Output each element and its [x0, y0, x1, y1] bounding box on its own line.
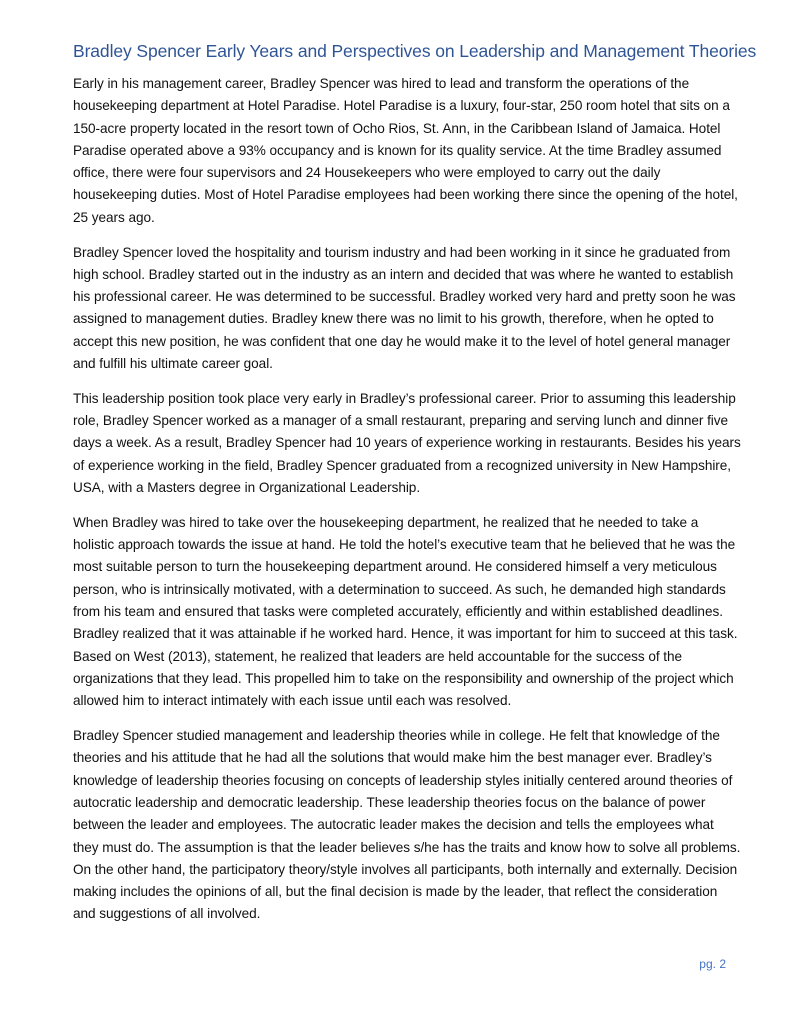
paragraph-5: Bradley Spencer studied management and leadership theories while in college. He felt that knowledge of the theories and his attitude that he had all the solutions that would make him the best manager ever. Bradley’s knowledge of leadership theories focusing on concepts of leadership styles initially centered around theories of autocratic leadership and democratic leadership. These leadership theories focus on the balance of power between the leader and employees. The autocratic leader makes the decision and tells the employees what they must do. The assumption is that the leader believes s/he has the traits and know how to solve all problems. On the other hand, the participatory theory/style involves all participants, both internally and externally. Decision making includes the opinions of all, but the final decision is made by the leader, that reflect the consideration and suggestions of all involved.	[73, 728, 741, 922]
paragraph-3: This leadership position took place very early in Bradley’s professional career. Prior to assuming this leadership role, Bradley Spencer worked as a manager of a small restaurant, preparing and serving lunch and dinner five days a week. As a result, Bradley Spencer had 10 years of experience working in restaurants. Besides his years of experience working in the field, Bradley Spencer graduated from a recognized university in New Hampshire, USA, with a Masters degree in Organizational Leadership.	[73, 390, 741, 496]
body-text	[73, 73, 741, 938]
section-heading: Bradley Spencer Early Years and Perspectives on Leadership and Management Theories	[73, 41, 757, 61]
paragraph-2: Bradley Spencer loved the hospitality and tourism industry and had been working in it since he graduated from high school. Bradley started out in the industry as an intern and decided that was where he wanted to establish his professional career. He was determined to be successful. Bradley worked very hard and pretty soon he was assigned to management duties. Bradley knew there was no limit to his growth, therefore, when he opted to accept this new position, he was confident that one day he would make it to the level of hotel general manager and fulfill his ultimate career goal.	[73, 244, 736, 372]
paragraph-1: Early in his management career, Bradley Spencer was hired to lead and transform the operations of the housekeeping department at Hotel Paradise. Hotel Paradise is a luxury, four-star, 250 room hotel that sits on a 150-acre property located in the resort town of Ocho Rios, St. Ann, in the Caribbean Island of Jamaica. Hotel Paradise operated above a 93% occupancy and is known for its quality service. At the time Bradley assumed office, there were four supervisors and 24 Housekeepers who were employed to carry out the daily housekeeping duties. Most of Hotel Paradise employees had been working there since the opening of the hotel, 25 years ago.	[73, 76, 738, 225]
page-number: pg. 2	[699, 957, 726, 971]
paragraph-4: When Bradley was hired to take over the housekeeping department, he realized that he needed to take a holistic approach towards the issue at hand. He told the hotel’s executive team that he believed that he was the most suitable person to turn the housekeeping department around. He considered himself a very meticulous person, who is intrinsically motivated, with a determination to succeed. As such, he demanded high standards from his team and ensured that tasks were completed accurately, efficiently and within established deadlines. Bradley realized that it was attainable if he worked hard. Hence, it was important for him to succeed at this task. Based on West (2013), statement, he realized that leaders are held accountable for the success of the organizations that they lead. This propelled him to take on the responsibility and ownership of the project which allowed him to interact intimately with each issue until each was resolved.	[73, 514, 738, 709]
